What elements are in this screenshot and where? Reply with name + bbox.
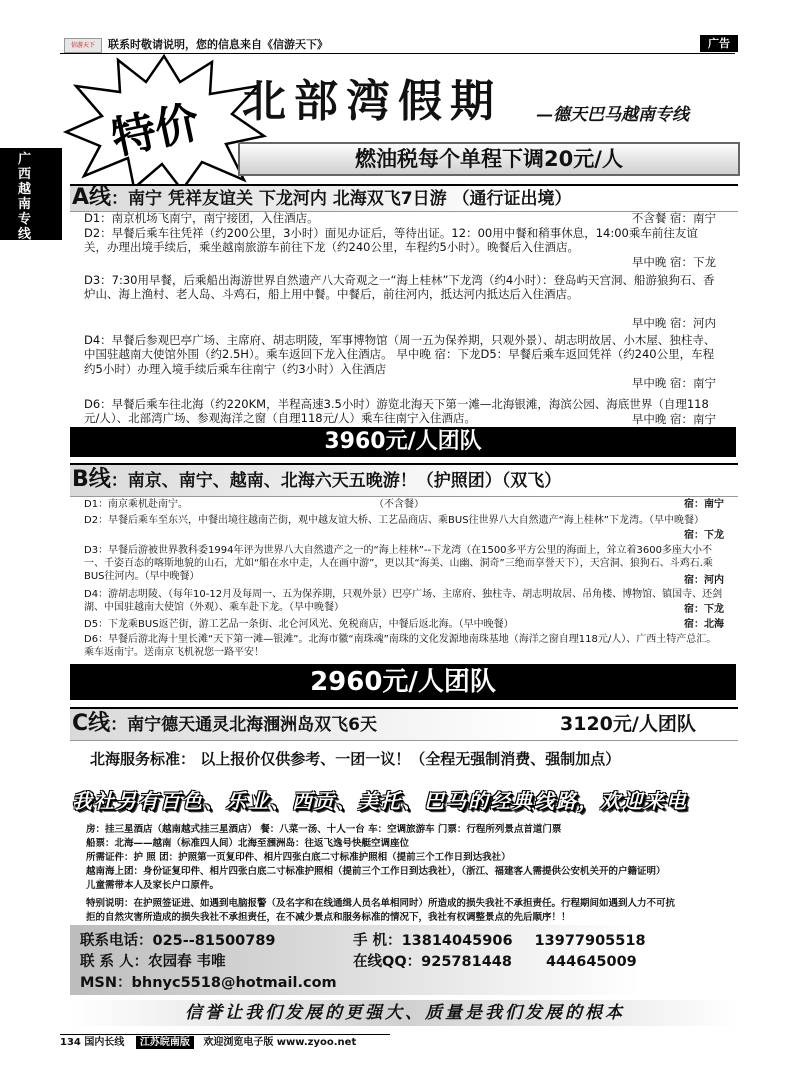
itinerary-day: D6：早餐后游北海十里长滩“天下第一滩—银滩”。北海市徽“南珠魂”南珠的文化发源地南珠基地（海洋之窗自理118元/人）、广西土特产总汇。乘车返南宁。送南京飞机祝您一路平安！: [84, 634, 717, 658]
itinerary-day: D1：南京机场飞南宁，南宁接团，入住酒店。 不含餐 宿：南宁: [84, 211, 716, 225]
note-line: 儿童需带本人及家长户口原件。: [86, 880, 220, 891]
note-line: 所需证件：护 照 团：护照第一页复印件、相片四张白底二寸标准护照相（提前三个工作日到达我社）: [86, 852, 511, 863]
line-b-heading: B线：南京、南宁、越南、北海六天五晚游！（护照团）（双飞）: [70, 463, 738, 497]
itinerary-day: D5：下龙乘BUS返芒街，游工艺品一条街、北仑河风光、免税商店，中餐后返北海。（早中晚餐） 宿：北海: [84, 619, 724, 630]
note-line: 房：挂三星酒店（越南越式挂三星酒店） 餐：八菜一汤、十人一台 车：空调旅游车 门票：行程所列景点首道门票: [86, 824, 562, 835]
page-subtitle: —德天巴马越南专线: [536, 105, 689, 125]
special-badge-text: 特价: [107, 96, 204, 165]
website-link[interactable]: 欢迎浏览电子版 www.zyoo.net: [203, 1037, 357, 1048]
page-title: 北部湾假期: [242, 76, 502, 127]
terms-notes: [86, 823, 736, 925]
person-row: 联 系 人：农园春 韦唯: [80, 954, 226, 970]
itinerary-day: D3：7:30用早餐，后乘船出海游世界自然遗产八大奇观之一“海上桂林”下龙湾（约4小时）：登岛屿天宫洞、船游狼狗石、香炉山、海上渔村、老人岛、斗鸡石，船上用中餐。中餐后，前往河内，抵达河内抵达后入住酒店。 早中晚 宿：河内: [84, 272, 716, 330]
edition-label: 江苏皖南版: [136, 1036, 194, 1049]
contact-person: 农园春 韦唯: [148, 954, 226, 970]
itinerary-day: D2：早餐后乘车至东兴，中餐出境往越南芒街，观中越友谊大桥、工艺品商店、乘BUS往世界八大自然遗产“海上桂林”下龙湾。（早中晚餐） 宿：下龙: [84, 515, 724, 541]
mobile-number-1: 13814045906: [401, 933, 513, 949]
line-b-itinerary: [84, 498, 724, 659]
qq-number-1: 925781448: [421, 954, 512, 970]
line-b-price: 2960元/人团队: [70, 664, 736, 700]
itinerary-day: D1：南京乘机赴南宁。 （不含餐） 宿：南宁: [84, 499, 724, 510]
service-standard: 北海服务标准： 以上报价仅供参考、一团一议！（全程无强制消费、强制加点）: [90, 750, 621, 768]
header-notice: 联系时敬请说明，您的信息来自《信游天下》: [108, 38, 328, 51]
contact-box: [70, 925, 740, 995]
mobile-number-2: 13977905518: [534, 933, 646, 949]
line-a-price: 3960元/人团队: [70, 427, 736, 457]
msn-row: MSN：bhnyc5518@hotmail.com: [80, 975, 337, 991]
mobile-row: 手 机：13814045906 13977905518: [353, 933, 646, 949]
phone-row: 联系电话：025--81500789: [80, 933, 276, 949]
magazine-logo: 信游天下: [64, 38, 102, 53]
itinerary-day: D4：早餐后参观巴亭广场、主席府、胡志明陵，军事博物馆（周一五为保养期，只观外景）、胡志明故居、小木屋、独柱寺、中国驻越南大使馆外围（约2.5H）。乘车返回下龙入住酒店。 早中晚 宿：下龙D5：早餐后乘车返回凭祥（约240公里，车程约5小时）办理入境手续后乘车往南宁（约3小时）入住酒店 早中晚 宿：南宁: [84, 332, 716, 390]
side-category-tab: 广西越南专线: [0, 148, 62, 240]
msn-address: bhnyc5518@hotmail.com: [131, 975, 337, 991]
fuel-tax-promo: 燃油税每个单程下调20元/人: [238, 142, 740, 176]
phone-number: 025--81500789: [152, 933, 276, 949]
line-a-heading: A线：南宁 凭祥友谊关 下龙河内 北海双飞7日游 （通行证出境）: [70, 184, 738, 212]
qq-row: 在线QQ：925781448 444645009: [353, 954, 637, 970]
qq-number-2: 444645009: [545, 954, 637, 970]
line-c-price: 3120元/人团队: [560, 713, 696, 735]
note-line: 拒的自然灾害所造成的损失我社不承担责任，在不减少景点和服务标准的情况下，我社有权调整景点的先后顺序！！: [86, 912, 571, 923]
company-motto: 信誉让我们发展的更强大、质量是我们发展的根本: [70, 1000, 740, 1026]
special-offer-burst: [62, 52, 267, 192]
page-number: 134 国内长线: [60, 1037, 125, 1048]
itinerary-day: D4：游胡志明陵、（每年10-12月及每周一、五为保养期，只观外景）巴亭广场、主席府、独柱寺、胡志明故居、吊角楼、博物馆、镇国寺、还剑湖、中国驻越南大使馆（外观）、乘车赴下龙。（早中晚餐） 宿：下龙: [84, 589, 724, 615]
note-line: 特别说明：在护照签证进、如遇到电脑报警（及名字和在线通缉人员名单相同时）所造成的损失我社不承担责任。行程期间如遇到人力不可抗: [86, 898, 676, 909]
line-a-itinerary: [84, 211, 716, 441]
itinerary-day: D2：早餐后乘车往凭祥（约200公里，3小时）面见办证后，等待出证。12：00用中餐和稍事休息，14:00乘车前往友谊关，办理出境手续后，乘坐越南旅游车前往下龙（约240公里，车程约5小时）。晚餐后入住酒店。 早中晚 宿：下龙: [84, 225, 716, 269]
page-footer: [60, 1034, 390, 1051]
itinerary-day: D6：早餐后乘车往北海（约220KM，半程高速3.5小时）游览北海天下第一滩—北海银滩，海滨公园、海底世界（自理118元/人）、北部湾广场、参观海洋之窗（自理118元/人）乘车往南宁入住酒店。 早中晚 宿：南宁: [84, 396, 716, 426]
ad-tag: 广告: [700, 35, 738, 52]
other-routes-slogan: 我社另有百色、乐业、西贡、美托、巴马的经典线路，欢迎来电: [72, 789, 688, 813]
note-line: 越南海上团：身份证复印件、相片四张白底二寸标准护照相（提前三个工作日到达我社），（浙江、福建客人需提供公安机关开的户籍证明）: [86, 866, 666, 877]
itinerary-day: D3：早餐后游被世界教科委1994年评为世界八大自然遗产之一的“海上桂林”--下龙湾（在1500多平方公里的海面上，耸立着3600多座大小不一、千姿百态的喀斯地貌的山石，尤如“船在水中走，人在画中游”，更以其“海美、山幽、洞奇”三绝而享誉天下），天宫洞、狼狗石、斗鸡石.乘BUS往河内。（早中晚餐） 宿：河内: [84, 545, 724, 586]
line-c-heading: C线：南宁德天通灵北海涠洲岛双飞6天: [70, 707, 738, 741]
note-line: 船票：北海——越南（标准四人间）北海至涠洲岛：往返飞逸号快艇空调座位: [86, 838, 410, 849]
